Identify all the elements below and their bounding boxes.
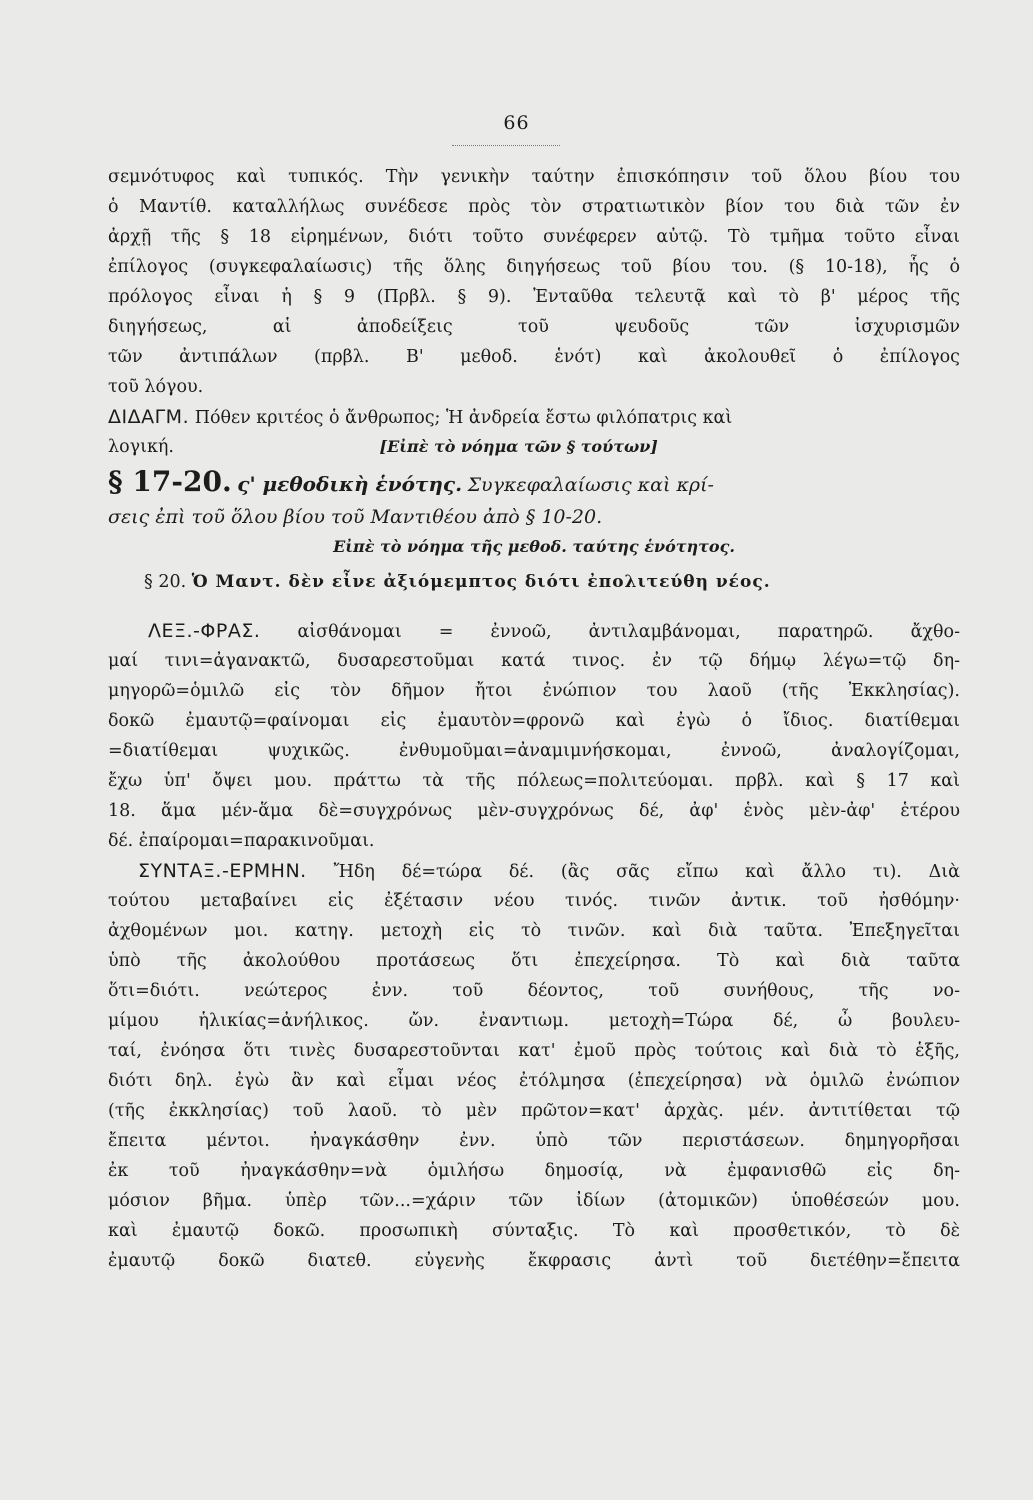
didagm-line-2 (108, 432, 960, 462)
section-instruction-line (108, 532, 960, 562)
main-text (108, 162, 960, 1276)
text-line: ἐπίλογος (συγκεφαλαίωσις) τῆς ὅλης διηγήσεως τοῦ βίου του. (§ 10-18), ἧς ὁ (108, 257, 960, 277)
section-tag: ς' μεθοδικὴ ἑνότης. (237, 472, 463, 496)
text-line: σεμνότυφος καὶ τυπικός. Τὴν γενικὴν ταύτην ἐπισκόπησιν τοῦ ὅλου βίου του (108, 167, 960, 187)
text-line: μαί τινι=ἀγανακτῶ, δυσαρεστοῦμαι κατά τινος. ἐν τῷ δήμῳ λέγω=τῷ δη- (108, 651, 960, 671)
text-line: διότι δηλ. ἐγὼ ἂν καὶ εἶμαι νέος ἐτόλμησα (ἐπεχείρησα) νὰ ὁμιλῶ ἐνώπιον (108, 1071, 960, 1091)
didagm-line (108, 402, 960, 432)
text-line: διηγήσεως, αἱ ἀποδείξεις τοῦ ψευδοῦς τῶν ἰσχυρισμῶν (108, 317, 960, 337)
didagm-text-2: λογική. (108, 437, 174, 457)
text-line: τοῦ λόγου. (108, 377, 204, 397)
section-number: § 17-20. (108, 465, 232, 498)
section-title-2: σεις ἐπὶ τοῦ ὅλου βίου τοῦ Μαντιθέου ἀπὸ § 10-20. (108, 506, 603, 528)
text-line: καὶ ἐμαυτῷ δοκῶ. προσωπικὴ σύνταξις. Τὸ καὶ προσθετικόν, τὸ δὲ (108, 1221, 960, 1241)
section-heading-2 (108, 502, 960, 532)
lexfras-text: αἰσθάνομαι = ἐννοῶ, ἀντιλαμβάνομαι, παρατηρῶ. ἄχθο- (297, 622, 960, 642)
section-instruction: Εἰπὲ τὸ νόημα τῆς μεθοδ. ταύτης ἑνότητος. (333, 537, 735, 556)
text-line: ὑπὸ τῆς ἀκολούθου προτάσεως ὅτι ἐπεχείρησα. Τὸ καὶ διὰ ταῦτα (108, 951, 960, 971)
page-number: 66 (503, 112, 530, 134)
paragraph-intro (108, 162, 960, 402)
text-line: τούτου μεταβαίνει εἰς ἐξέτασιν νέου τινός. τινῶν ἀντικ. τοῦ ἠσθόμην· (108, 891, 960, 911)
subsection-text: Ὁ Μαντ. δὲν εἶνε ἀξιόμεμπτος διότι ἐπολιτεύθη νέος. (191, 572, 771, 592)
lexfras-block (108, 616, 960, 856)
text-line: ὅτι=διότι. νεώτερος ἐνν. τοῦ δέοντος, τοῦ συνήθους, τῆς νο- (108, 981, 960, 1001)
syntax-block (108, 856, 960, 1276)
text-line: ἐκ τοῦ ἠναγκάσθην=νὰ ὁμιλήσω δημοσίᾳ, νὰ ἐμφανισθῶ εἰς δη- (108, 1161, 960, 1181)
didagm-label: ΔΙΔΑΓΜ. (108, 406, 190, 428)
text-line: δοκῶ ἐμαυτῷ=φαίνομαι εἰς ἐμαυτὸν=φρονῶ καὶ ἐγὼ ὁ ἴδιος. διατίθεμαι (108, 711, 960, 731)
text-line: ὁ Μαντίθ. καταλλήλως συνέδεσε πρὸς τὸν στρατιωτικὸν βίον του διὰ τῶν ἐν (108, 197, 960, 217)
text-line: 18. ἅμα μέν-ἅμα δὲ=συγχρόνως μὲν-συγχρόνως δέ, ἀφ' ἑνὸς μὲν-ἀφ' ἑτέρου (108, 801, 960, 821)
syntax-text: Ἤδη δέ=τώρα δέ. (ἂς σᾶς εἴπω καὶ ἄλλο τι). Διὰ (333, 862, 960, 882)
text-line: πρόλογος εἶναι ἡ § 9 (Πρβλ. § 9). Ἐνταῦθα τελευτᾷ καὶ τὸ β' μέρος τῆς (108, 287, 960, 307)
subsection-line (108, 562, 960, 602)
text-line: μίμου ἡλικίας=ἀνήλικος. ὤν. ἐναντιωμ. μετοχὴ=Τώρα δέ, ὦ βουλευ- (108, 1011, 960, 1031)
text-line: δέ. ἐπαίρομαι=παρακινοῦμαι. (108, 831, 375, 851)
section-heading (108, 462, 960, 502)
text-line: ταί, ἐνόησα ὅτι τινὲς δυσαρεστοῦνται κατ' ἐμοῦ πρὸς τούτοις καὶ διὰ τὸ ἑξῆς, (108, 1041, 960, 1061)
didagm-instruction: [Εἰπὲ τὸ νόημα τῶν § τούτων] (379, 437, 658, 456)
text-line: (τῆς ἐκκλησίας) τοῦ λαοῦ. τὸ μὲν πρῶτον=κατ' ἀρχὰς. μέν. ἀντιτίθεται τῷ (108, 1101, 960, 1121)
syntax-label: ΣΥΝΤΑΞ.-ΕΡΜΗΝ. (138, 860, 307, 882)
text-line: =διατίθεμαι ψυχικῶς. ἐνθυμοῦμαι=ἀναμιμνήσκομαι, ἐννοῶ, ἀναλογίζομαι, (108, 741, 960, 761)
page-number-rule (452, 145, 560, 146)
subsection-number: § 20. (144, 572, 187, 592)
section-title: Συγκεφαλαίωσις καὶ κρί- (467, 474, 714, 496)
lexfras-line (108, 616, 960, 646)
text-line: ἀχθομένων μοι. κατηγ. μετοχὴ εἰς τὸ τινῶν. καὶ διὰ ταῦτα. Ἐπεξηγεῖται (108, 921, 960, 941)
didagm-text: Πόθεν κριτέος ὁ ἄνθρωπος; Ἡ ἀνδρεία ἔστω φιλόπατρις καὶ (194, 408, 733, 428)
text-line: τῶν ἀντιπάλων (πρβλ. Β' μεθοδ. ἑνότ) καὶ ἀκολουθεῖ ὁ ἐπίλογος (108, 347, 960, 367)
spacer (108, 602, 960, 616)
text-line: μηγορῶ=ὁμιλῶ εἰς τὸν δῆμον ἤτοι ἐνώπιον του λαοῦ (τῆς Ἐκκλησίας). (108, 681, 960, 701)
text-line: ἀρχῇ τῆς § 18 εἰρημένων, διότι τοῦτο συνέφερεν αὐτῷ. Τὸ τμῆμα τοῦτο εἶναι (108, 227, 960, 247)
text-line: μόσιον βῆμα. ὑπὲρ τῶν...=χάριν τῶν ἰδίων (ἀτομικῶν) ὑποθέσεών μου. (108, 1191, 960, 1211)
lexfras-label: ΛΕΞ.-ΦΡΑΣ. (148, 620, 261, 642)
text-line: ἐμαυτῷ δοκῶ διατεθ. εὐγενὴς ἔκφρασις ἀντὶ τοῦ διετέθην=ἔπειτα (108, 1251, 960, 1271)
text-line: ἔπειτα μέντοι. ἠναγκάσθην ἐνν. ὑπὸ τῶν περιστάσεων. δημηγορῆσαι (108, 1131, 960, 1151)
syntax-line (108, 856, 960, 886)
text-line: ἔχω ὑπ' ὄψει μου. πράττω τὰ τῆς πόλεως=πολιτεύομαι. πρβλ. καὶ § 17 καὶ (108, 771, 960, 791)
